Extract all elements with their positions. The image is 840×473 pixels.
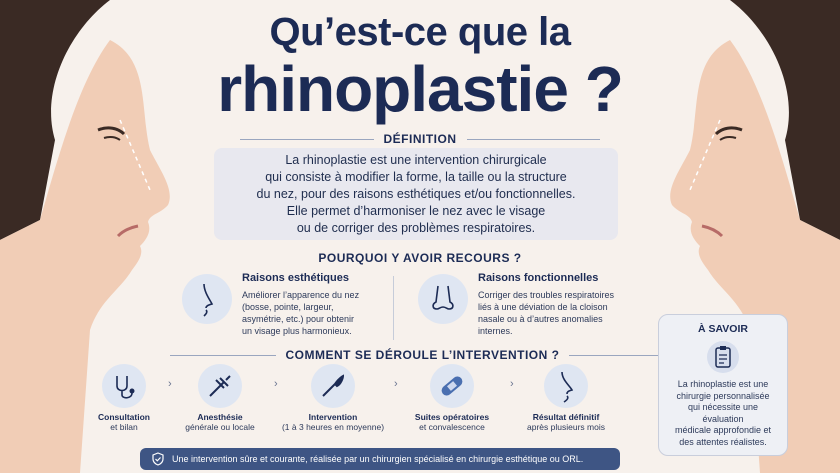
step-title: Anesthésie bbox=[197, 412, 243, 422]
definition-panel bbox=[214, 148, 618, 240]
step-anesthesie bbox=[164, 364, 276, 432]
step-sub: (1 à 3 heures en moyenne) bbox=[281, 422, 385, 432]
stethoscope-icon bbox=[102, 364, 146, 408]
title-line-2: rhinoplastie ? bbox=[217, 53, 623, 125]
reasons-divider bbox=[393, 276, 394, 340]
divider bbox=[467, 139, 601, 140]
a-savoir-line: La rhinoplastie est une bbox=[677, 379, 769, 389]
functional-line: internes. bbox=[478, 326, 513, 336]
esthetic-title: Raisons esthétiques bbox=[242, 272, 349, 284]
steps-row bbox=[92, 364, 622, 434]
clipboard-icon bbox=[707, 341, 739, 373]
step-sub: et convalescence bbox=[419, 422, 485, 432]
functional-reasons bbox=[418, 272, 628, 337]
definition-line: Elle permet d’harmoniser le nez avec le visage bbox=[286, 203, 546, 218]
functional-title: Raisons fonctionnelles bbox=[478, 272, 599, 284]
definition-line: ou de corriger des problèmes respiratoires. bbox=[296, 220, 536, 235]
how-heading-row bbox=[170, 348, 675, 362]
definition-line: du nez, pour des raisons esthétiques et/ou fonctionnelles. bbox=[256, 186, 576, 201]
divider bbox=[240, 139, 374, 140]
step-intervention bbox=[277, 364, 389, 432]
face-profile-icon bbox=[544, 364, 588, 408]
step-sub: et bilan bbox=[110, 422, 138, 432]
a-savoir-line: médicale approfondie et bbox=[674, 425, 772, 435]
a-savoir-panel bbox=[658, 314, 788, 456]
functional-line: Corriger des troubles respiratoires bbox=[478, 290, 615, 300]
a-savoir-heading: À SAVOIR bbox=[698, 323, 748, 335]
definition-line: La rhinoplastie est une intervention chirurgicale bbox=[285, 152, 547, 167]
esthetic-reasons bbox=[182, 272, 382, 337]
title-line-1: Qu’est-ce que la bbox=[269, 10, 571, 54]
why-heading: POURQUOI Y AVOIR RECOURS ? bbox=[318, 251, 522, 265]
esthetic-line: asymétrie, etc.) pour obtenir bbox=[242, 314, 355, 324]
functional-line: liés à une déviation de la cloison bbox=[478, 302, 608, 312]
safety-banner bbox=[140, 448, 620, 470]
how-heading: COMMENT SE DÉROULE L’INTERVENTION ? bbox=[285, 348, 560, 362]
scalpel-icon bbox=[311, 364, 355, 408]
a-savoir-line: qui nécessite une évaluation bbox=[687, 402, 759, 424]
step-title: Intervention bbox=[308, 412, 358, 422]
step-resultat bbox=[510, 364, 622, 432]
definition-line: qui consiste à modifier la forme, la taille ou la structure bbox=[265, 169, 567, 184]
divider bbox=[170, 355, 276, 356]
a-savoir-line: des attentes réalistes. bbox=[679, 436, 767, 447]
step-arrow: › bbox=[168, 378, 172, 390]
step-arrow: › bbox=[510, 378, 514, 390]
why-heading-row bbox=[300, 251, 540, 265]
step-title: Suites opératoires bbox=[414, 412, 490, 422]
a-savoir-line: chirurgie personnalisée bbox=[676, 390, 770, 401]
step-arrow: › bbox=[274, 378, 278, 390]
shield-check-icon bbox=[152, 452, 164, 466]
nose-profile-icon bbox=[182, 274, 232, 324]
step-sub: générale ou locale bbox=[185, 422, 255, 432]
esthetic-line: (bosse, pointe, largeur, bbox=[242, 302, 334, 312]
definition-heading: DÉFINITION bbox=[383, 132, 457, 146]
step-suites bbox=[396, 364, 508, 432]
syringe-icon bbox=[198, 364, 242, 408]
step-title: Résultat définitif bbox=[532, 412, 600, 422]
nose-front-icon bbox=[418, 274, 468, 324]
bandage-icon bbox=[430, 364, 474, 408]
step-arrow: › bbox=[394, 378, 398, 390]
functional-line: nasale ou à d’autres anomalies bbox=[478, 314, 603, 324]
definition-heading-row bbox=[240, 132, 600, 146]
esthetic-line: Améliorer l’apparence du nez bbox=[242, 290, 360, 300]
step-sub: après plusieurs mois bbox=[527, 422, 605, 432]
esthetic-line: un visage plus harmonieux. bbox=[242, 326, 352, 336]
step-title: Consultation bbox=[98, 412, 150, 422]
banner-text: Une intervention sûre et courante, réalisée par un chirurgien spécialisé en chirurgie esthétique ou ORL. bbox=[172, 454, 584, 464]
